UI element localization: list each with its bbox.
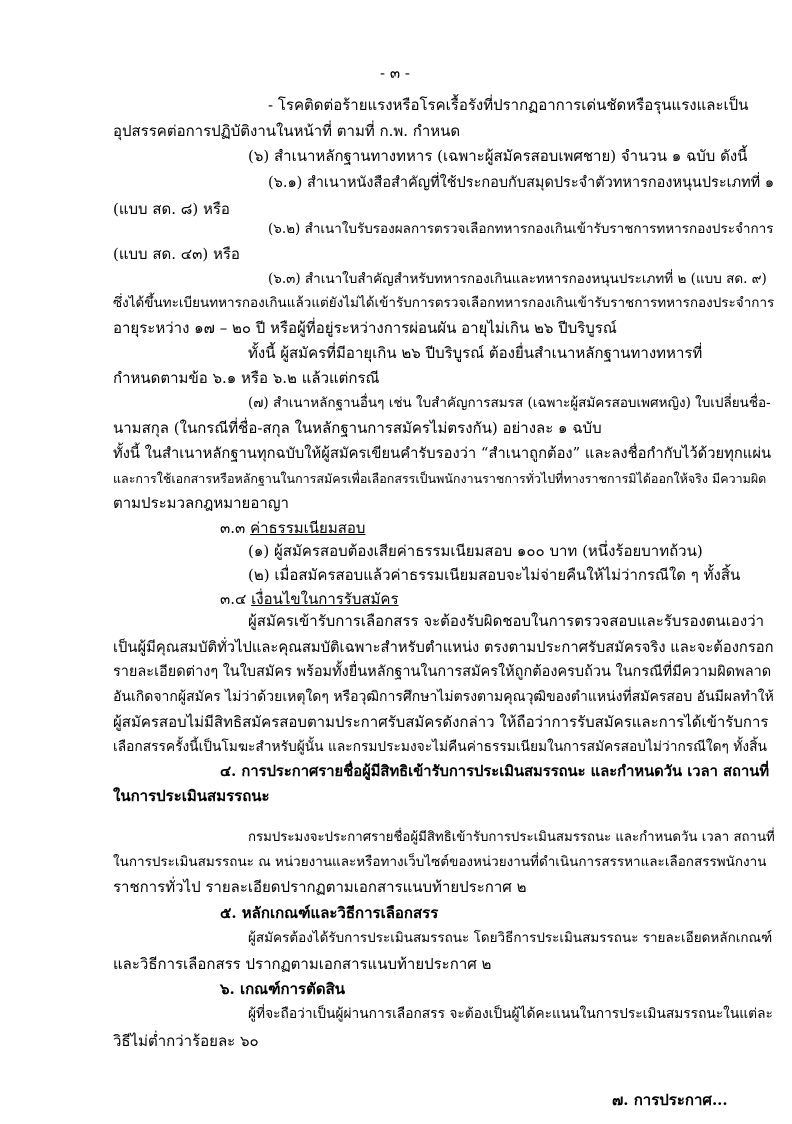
body-line: (๖.๒) สำเนาใบรับรองผลการตรวจเลือกทหารกองเกินเข้ารับราชการทหารกองประจำการ <box>268 221 774 237</box>
body-line: อุปสรรคต่อการปฏิบัติงานในหน้าที่ ตามที่ ก.พ. กำหนด <box>113 122 461 140</box>
body-line: เลือกสรรครั้งนี้เป็นโมฆะสำหรับผู้นั้น และกรมประมงจะไม่คืนค่าธรรมเนียมในการสมัครสอบไม่ว่ากรณีใดๆ ทั้งสิ้น <box>113 739 767 755</box>
body-line: (๒) เมื่อสมัครสอบแล้วค่าธรรมเนียมสอบจะไม่จ่ายคืนให้ไม่ว่ากรณีใด ๆ ทั้งสิ้น <box>248 566 741 584</box>
body-line: ตามประมวลกฎหมายอาญา <box>113 494 289 512</box>
body-line: อันเกิดจากผู้สมัคร ไม่ว่าด้วยเหตุใดๆ หรือวุฒิการศึกษาไม่ตรงตามคุณวุฒิของตำแหน่งที่สมัครสอบ อันมีผลทำให้ <box>113 689 774 705</box>
body-line: (๖) สำเนาหลักฐานทางทหาร (เฉพาะผู้สมัครสอบเพศชาย) จำนวน ๑ ฉบับ ดังนี้ <box>248 147 748 165</box>
body-line: ซึ่งได้ขึ้นทะเบียนทหารกองเกินแล้วแต่ยังไม่ได้เข้ารับการตรวจเลือกทหารกองเกินเข้ารับราชการทหารกองประจำการ <box>113 295 775 311</box>
body-line: ผู้สมัครต้องได้รับการประเมินสมรรถนะ โดยวิธีการประเมินสมรรถนะ รายละเอียดหลักเกณฑ์ <box>248 930 773 946</box>
body-line: (๑) ผู้สมัครสอบต้องเสียค่าธรรมเนียมสอบ ๑๐๐ บาท (หนึ่งร้อยบาทถ้วน) <box>248 542 703 560</box>
section-3-4-number: ๓.๔ <box>220 590 247 608</box>
body-line: (๖.๑) สำเนาหนังสือสำคัญที่ใช้ประกอบกับสมุดประจำตัวทหารกองหนุนประเภทที่ ๑ <box>268 175 775 191</box>
section-4-heading: ๔. การประกาศรายชื่อผู้มีสิทธิเข้ารับการประเมินสมรรถนะ และกำหนดวัน เวลา สถานที่ <box>220 763 770 780</box>
body-line: นามสกุล (ในกรณีที่ชื่อ-สกุล ในหลักฐานการสมัครไม่ตรงกัน) อย่างละ ๑ ฉบับ <box>113 419 602 437</box>
body-line: ผู้ที่จะถือว่าเป็นผู้ผ่านการเลือกสรร จะต้องเป็นผู้ได้คะแนนในการประเมินสมรรถนะในแต่ละ <box>248 1006 773 1022</box>
body-line: (แบบ สด. ๔๓) หรือ <box>113 245 240 263</box>
section-3-3-title: ค่าธรรมเนียมสอบ <box>250 519 366 537</box>
body-line: ผู้สมัครเข้ารับการเลือกสรร จะต้องรับผิดชอบในการตรวจสอบและรับรองตนเองว่า <box>248 612 765 630</box>
body-line: เป็นผู้มีคุณสมบัติทั่วไปและคุณสมบัติเฉพาะสำหรับตำแหน่ง ตรงตามประกาศรับสมัครจริง และจะต้องกรอก <box>113 639 774 656</box>
body-line: ในการประเมินสมรรถนะ ณ หน่วยงานและหรือทางเว็บไซต์ของหน่วยงานที่ดำเนินการสรรหาและเลือกสรรพนักงาน <box>113 854 767 870</box>
section-6-heading: ๖. เกณฑ์การตัดสิน <box>220 980 345 998</box>
continuation-note: ๗. การประกาศ... <box>612 1091 728 1109</box>
body-line: และการใช้เอกสารหรือหลักฐานในการสมัครเพื่อเลือกสรรเป็นพนักงานราชการทั่วไปที่ทางราชการมิได้ออกให้จริง มีความผิด <box>113 471 767 486</box>
body-line: ราชการทั่วไป รายละเอียดปรากฏตามเอกสารแนบท้ายประกาศ ๒ <box>113 878 527 896</box>
body-line: ทั้งนี้ ในสำเนาหลักฐานทุกฉบับให้ผู้สมัครเขียนคำรับรองว่า “สำเนาถูกต้อง” และลงชื่อกำกับไว้ด้วยทุกแผ่น <box>113 445 772 462</box>
body-line: (๖.๓) สำเนาใบสำคัญสำหรับทหารกองเกินและทหารกองหนุนประเภทที่ ๒ (แบบ สด. ๙) <box>268 271 767 287</box>
section-4-heading-cont: ในการประเมินสมรรถนะ <box>113 787 270 805</box>
body-line: กรมประมงจะประกาศรายชื่อผู้มีสิทธิเข้ารับการประเมินสมรรถนะ และกำหนดวัน เวลา สถานที่ <box>248 830 775 845</box>
section-3-3-number: ๓.๓ <box>220 519 246 537</box>
body-line: (๗) สำเนาหลักฐานอื่นๆ เช่น ใบสำคัญการสมรส (เฉพาะผู้สมัครสอบเพศหญิง) ใบเปลี่ยนชื่อ- <box>248 395 771 411</box>
body-line: อายุระหว่าง ๑๗ – ๒๐ ปี หรือผู้ที่อยู่ระหว่างการผ่อนผัน อายุไม่เกิน ๒๖ ปีบริบูรณ์ <box>113 319 617 337</box>
body-line: (แบบ สด. ๘) หรือ <box>113 200 230 218</box>
body-line: รายละเอียดต่างๆ ในใบสมัคร พร้อมทั้งยื่นหลักฐานในการสมัครให้ถูกต้องครบถ้วน ในกรณีที่มีความผิดพลาด <box>113 664 772 680</box>
body-line: และวิธีการเลือกสรร ปรากฏตามเอกสารแนบท้ายประกาศ ๒ <box>113 955 492 973</box>
page-number: - ๓ - <box>380 64 410 82</box>
section-3-4-heading <box>220 588 399 611</box>
body-line: กำหนดตามข้อ ๖.๑ หรือ ๖.๒ แล้วแต่กรณี <box>113 369 380 387</box>
section-3-3-heading <box>220 517 365 540</box>
section-3-4-title: เงื่อนไขในการรับสมัคร <box>251 590 399 608</box>
body-line: ทั้งนี้ ผู้สมัครที่มีอายุเกิน ๒๖ ปีบริบูรณ์ ต้องยื่นสำเนาหลักฐานทางทหารที่ <box>248 344 703 362</box>
body-line: วิธีไม่ต่ำกว่าร้อยละ ๖๐ <box>113 1032 259 1050</box>
body-line: - โรคติดต่อร้ายแรงหรือโรคเรื้อรังที่ปรากฏอาการเด่นชัดหรือรุนแรงและเป็น <box>268 96 749 114</box>
section-5-heading: ๕. หลักเกณฑ์และวิธีการเลือกสรร <box>220 904 439 922</box>
body-line: ผู้สมัครสอบไม่มีสิทธิสมัครสอบตามประกาศรับสมัครดังกล่าว ให้ถือว่าการรับสมัครและการได้เข้ารับการ <box>113 713 769 731</box>
